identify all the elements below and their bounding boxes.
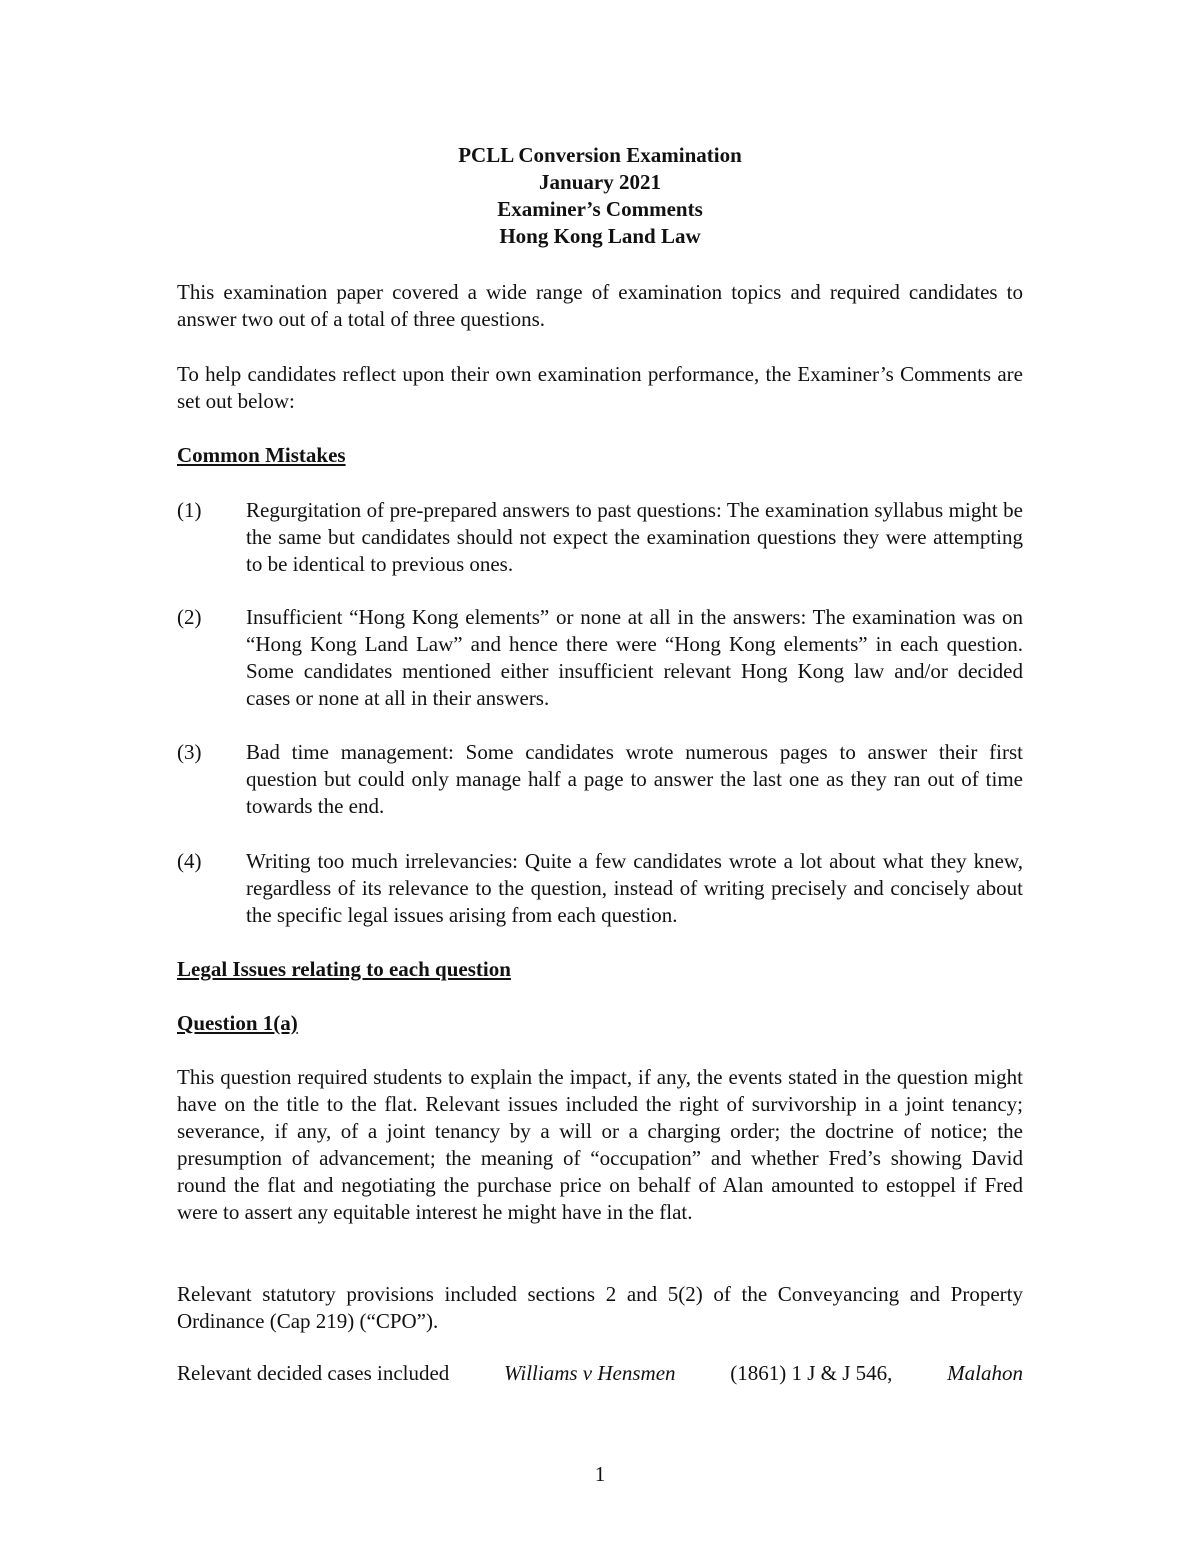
question-1a-paragraph-3 [177,1360,1023,1387]
case-name-williams: Williams v Hensmen [504,1361,676,1385]
legal-issues-heading: Legal Issues relating to each question [177,957,511,981]
exam-date: January 2021 [539,170,661,194]
mistake-text-1: Regurgitation of pre-prepared answers to past questions: The examination syllabus might be the same but candidates should not expect the examination questions they were attempting to be identical to previous ones. [246,498,1023,576]
mistake-number-4: (4) [177,849,202,873]
subject-title: Hong Kong Land Law [499,224,701,248]
case-citation-williams: (1861) 1 J & J 546, [730,1361,893,1385]
common-mistakes-heading: Common Mistakes [177,443,346,467]
cases-intro-text: Relevant decided cases included [177,1361,450,1385]
document-title-block [0,142,1200,250]
case-name-malahon: Malahon [947,1361,1023,1385]
intro-paragraph-2: To help candidates reflect upon their own examination performance, the Examiner’s Comments are set out below: [177,362,1023,413]
mistake-number-3: (3) [177,740,202,764]
comments-title: Examiner’s Comments [497,197,703,221]
intro-paragraph-1: This examination paper covered a wide range of examination topics and required candidates to answer two out of a total of three questions. [177,280,1023,331]
question-1a-paragraph-2: Relevant statutory provisions included sections 2 and 5(2) of the Conveyancing and Property Ordinance (Cap 219) (“CPO”). [177,1282,1023,1333]
mistake-text-2: Insufficient “Hong Kong elements” or none at all in the answers: The examination was on “Hong Kong Land Law” and hence there were “Hong Kong elements” in each question. Some candidates mentioned either insufficient relevant Hong Kong law and/or decided cases or none at all in their answers. [246,605,1023,710]
mistake-number-1: (1) [177,498,202,522]
exam-title: PCLL Conversion Examination [458,143,742,167]
question-1a-paragraph-1: This question required students to explain the impact, if any, the events stated in the question might have on the title to the flat. Relevant issues included the right of survivorship in a joint tenancy; severance, if any, of a joint tenancy by a will or a charging order; the doctrine of notice; the presumption of advancement; the meaning of “occupation” and whether Fred’s showing David round the flat and negotiating the purchase price on behalf of Alan amounted to estoppel if Fred were to assert any equitable interest he might have in the flat. [177,1065,1023,1224]
question-1a-heading: Question 1(a) [177,1011,298,1035]
mistake-text-3: Bad time management: Some candidates wrote numerous pages to answer their first question but could only manage half a page to answer the last one as they ran out of time towards the end. [246,740,1023,818]
mistake-text-4: Writing too much irrelevancies: Quite a few candidates wrote a lot about what they knew, regardless of its relevance to the question, instead of writing precisely and concisely about the specific legal issues arising from each question. [246,849,1023,927]
page-number: 1 [594,1462,606,1486]
mistake-number-2: (2) [177,605,202,629]
